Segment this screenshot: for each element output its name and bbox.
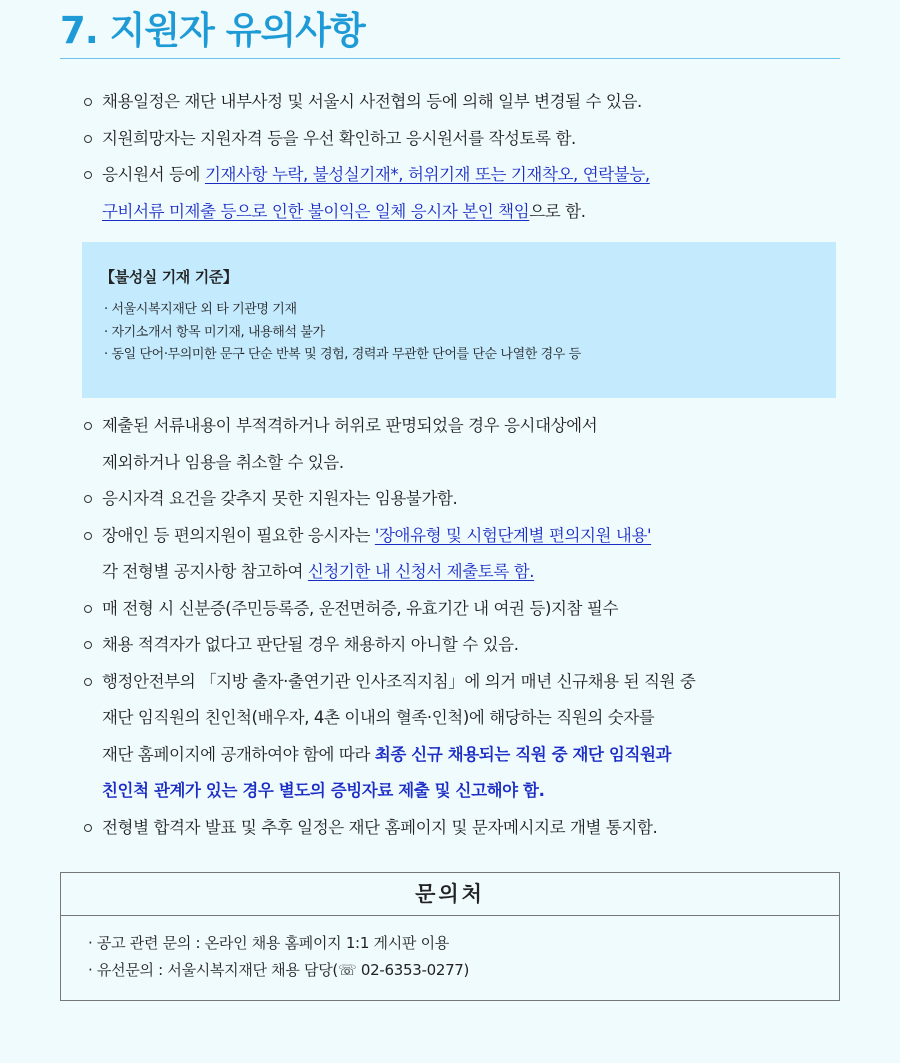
section-title: 7. 지원자 유의사항 [60,9,365,52]
highlight-text: 친인척 관계가 있는 경우 별도의 증빙자료 제출 및 신고해야 함. [102,781,545,800]
contact-line: · 공고 관련 문의 : 온라인 채용 홈페이지 1:1 게시판 이용 [88,934,449,952]
contact-line: · 유선문의 : 서울시복지재단 채용 담당(☏ 02-6353-0277) [88,961,470,979]
item-text: 채용 적격자가 없다고 판단될 경우 채용하지 아니할 수 있음. [102,635,519,654]
highlight-text: 구비서류 미제출 등으로 인한 불이익은 일체 응시자 본인 책임 [102,201,530,221]
circle-bullet-icon [84,135,92,143]
contact-body [61,916,839,984]
list-item [84,664,844,810]
list-item [84,157,844,230]
highlight-text: 기재사항 누락, 불성실기재*, 허위기재 또는 기재착오, 연락불능, [204,165,650,184]
item-text: 제외하거나 임용을 취소할 수 있음. [102,452,344,472]
highlight-text: 최종 신규 채용되는 직원 중 재단 임직원과 [374,744,672,764]
item-text: 채용일정은 재단 내부사정 및 서울시 사전협의 등에 의해 일부 변경될 수 있음. [102,92,642,111]
item-text: 전형별 합격자 발표 및 추후 일정은 재단 홈페이지 및 문자메시지로 개별 통지함. [102,817,658,837]
item-text: 장애인 등 편의지원이 필요한 응시자는 [102,525,375,545]
list-item [84,518,844,591]
circle-bullet-icon [84,678,92,686]
item-text: 으로 함. [529,201,586,221]
list-item [84,121,844,158]
list-item [84,810,844,847]
criteria-line: · 동일 단어·무의미한 문구 단순 반복 및 경험, 경력과 무관한 단어를 단순 나열한 경우 등 [104,347,581,362]
item-text: 제출된 서류내용이 부적격하거나 허위로 판명되었을 경우 응시대상에서 [102,416,598,435]
criteria-line: · 자기소개서 항목 미기재, 내용해석 불가 [104,324,325,340]
list-item [84,591,844,628]
list-item [84,481,844,518]
item-text: 재단 임직원의 친인척(배우자, 4촌 이내의 혈족·인척)에 해당하는 직원의 숫자를 [102,708,655,727]
item-text: 응시원서 등에 [102,165,205,184]
circle-bullet-icon [84,171,92,179]
circle-bullet-icon [84,532,92,540]
item-text: 매 전형 시 신분증(주민등록증, 운전면허증, 유효기간 내 여권 등)지참 필수 [102,598,618,618]
circle-bullet-icon [84,98,92,106]
highlight-text: '장애유형 및 시험단계별 편의지원 내용' [374,525,652,545]
item-text: 재단 홈페이지에 공개하여야 함에 따라 [102,744,375,764]
item-text: 지원희망자는 지원자격 등을 우선 확인하고 응시원서를 작성토록 함. [102,128,576,148]
criteria-box [82,242,836,398]
criteria-line: · 서울시복지재단 외 타 기관명 기재 [104,302,297,317]
criteria-title: 【불성실 기재 기준】 [100,268,238,286]
circle-bullet-icon [84,641,92,649]
circle-bullet-icon [84,824,92,832]
list-item [84,408,844,481]
title-divider [60,58,840,59]
list-item [84,84,844,121]
circle-bullet-icon [84,605,92,613]
list-item [84,627,844,664]
circle-bullet-icon [84,422,92,430]
circle-bullet-icon [84,495,92,503]
contact-title: 문의처 [61,873,839,916]
notice-list [84,84,844,846]
item-text: 각 전형별 공지사항 참고하여 [102,562,308,581]
item-text: 행정안전부의 「지방 출자·출연기관 인사조직지침」에 의거 매년 신규채용 된 직원 중 [102,671,696,691]
contact-box [60,872,840,1001]
item-text: 응시자격 요건을 갖추지 못한 지원자는 임용불가함. [102,489,458,508]
highlight-text: 신청기한 내 신청서 제출토록 함. [307,562,535,581]
